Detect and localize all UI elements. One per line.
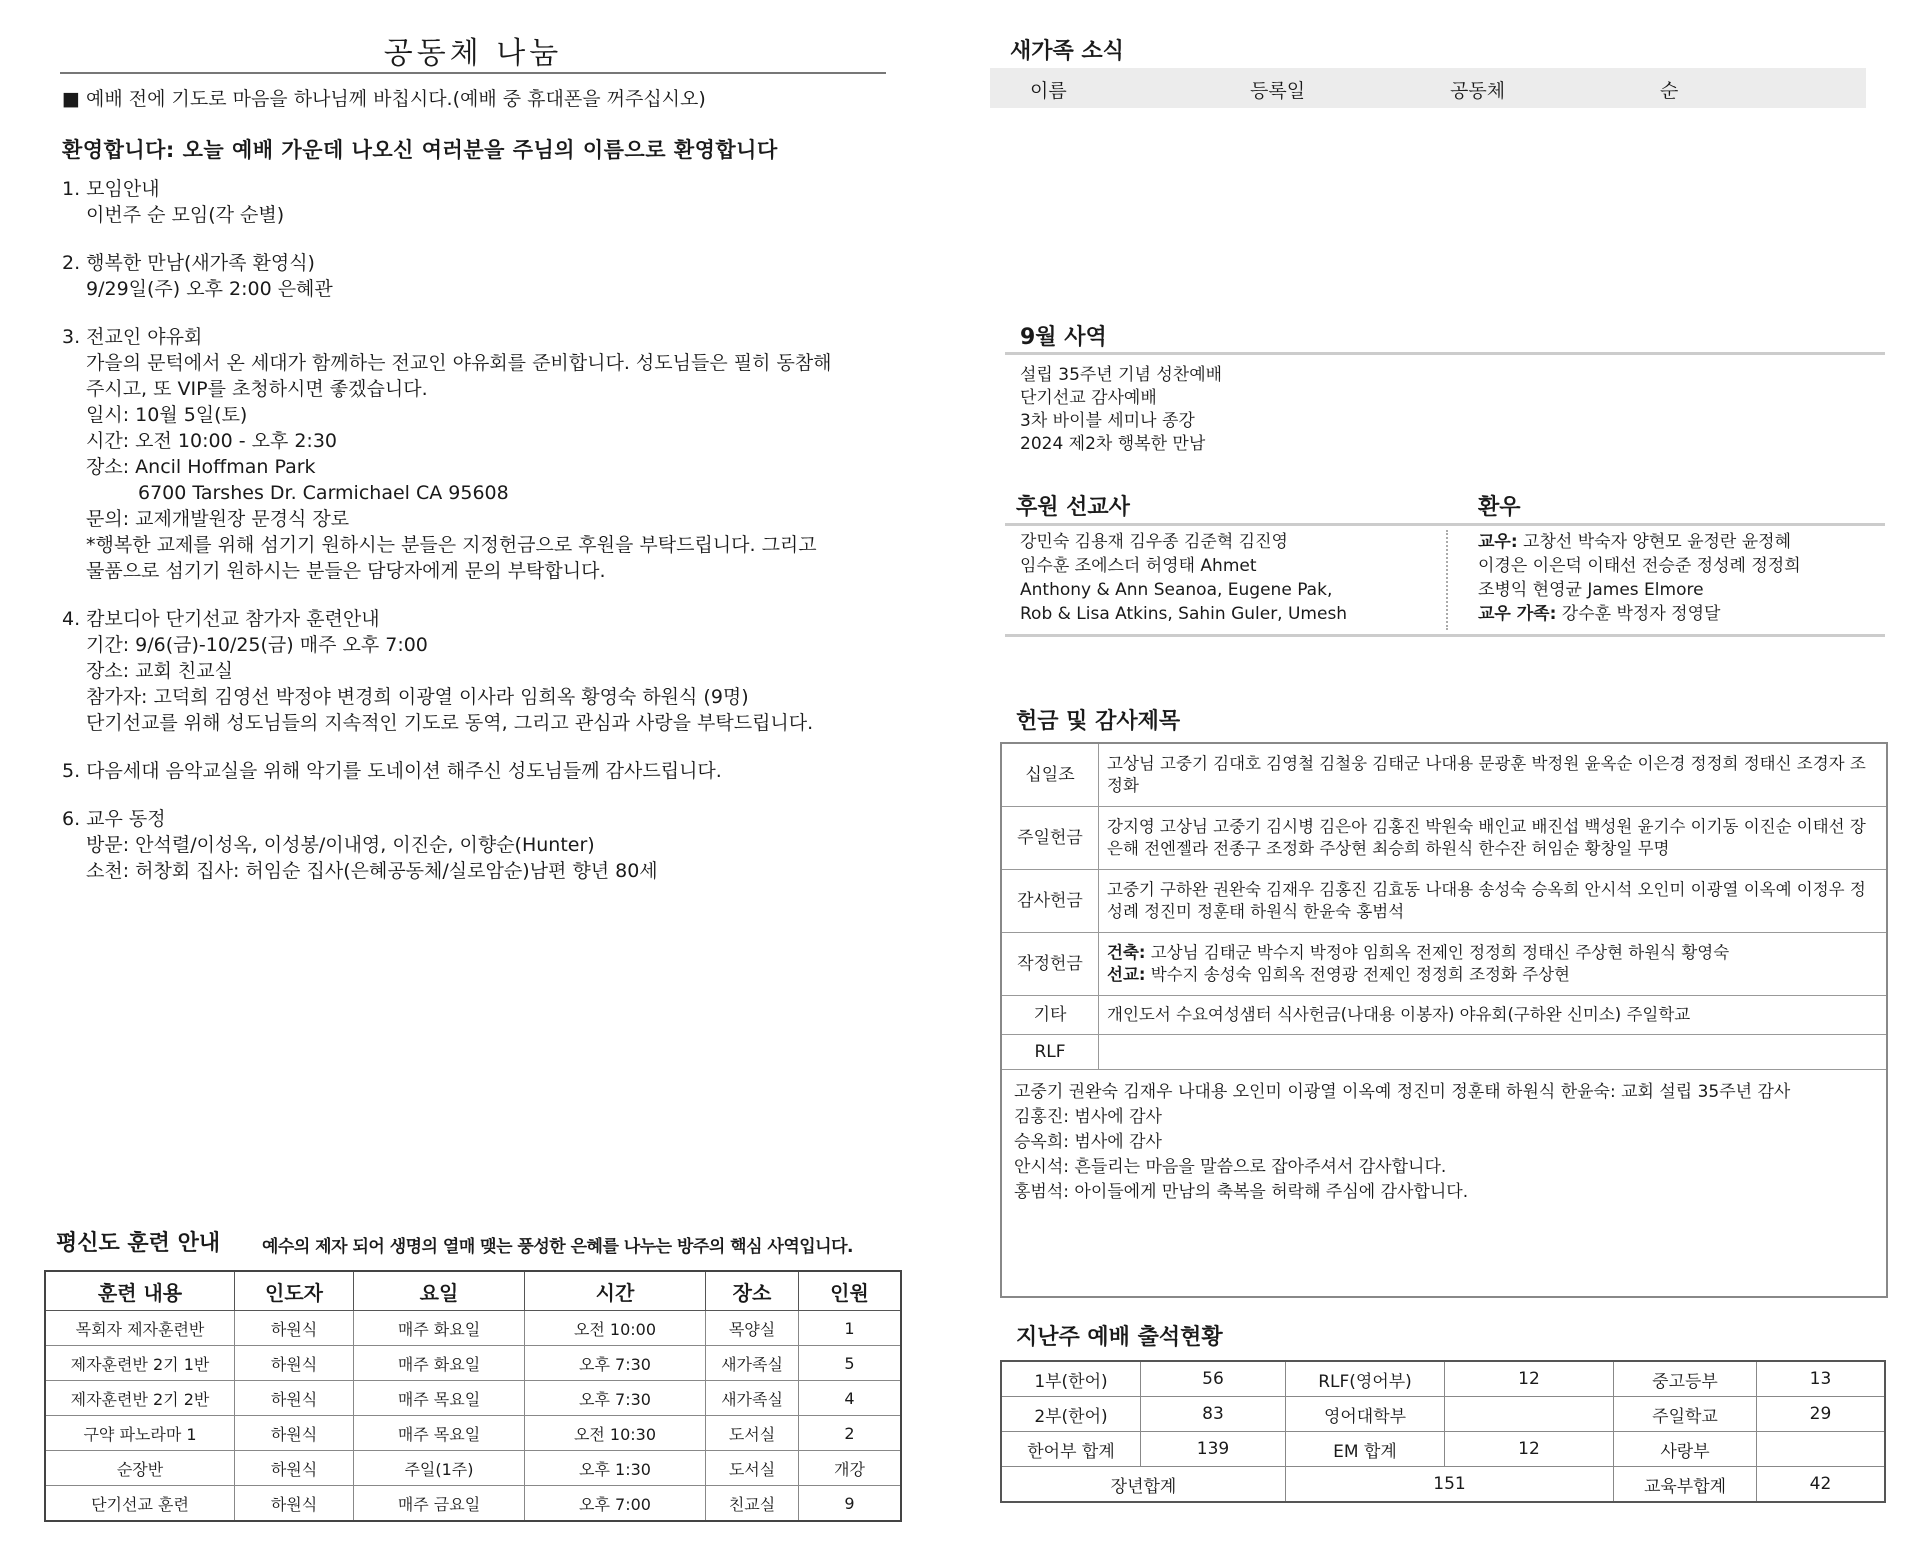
title-divider [60,72,886,74]
table-row [45,1416,901,1451]
table-cell: 오후 7:30 [525,1346,706,1381]
list-item: Anthony & Ann Seanoa, Eugene Pak, [1020,580,1333,600]
worship-notice: ■ 예배 전에 기도로 마음을 하나님께 바칩시다.(예배 중 휴대폰을 꺼주십시오) [62,88,706,110]
offering-table [1002,744,1886,1070]
table-row [1001,1397,1885,1432]
announcement-line: 기간: 9/6(금)-10/25(금) 매주 오후 7:00 [86,634,428,656]
table-row [45,1311,901,1346]
patient-label: 교우 가족: [1478,604,1557,624]
list-item: 설립 35주년 기념 성찬예배 [1020,365,1223,385]
column-header: 순 [1660,80,1679,102]
announcement-item [62,324,902,584]
table-cell: 개강 [799,1451,902,1486]
page-title: 공동체 나눔 [383,36,563,71]
announcement-line: 가을의 문턱에서 온 세대가 함께하는 전교인 야유회를 준비합니다. 성도님들은 필히 동참해 [86,352,832,374]
announcement-line: 장소: 교회 친교실 [86,660,233,682]
table-cell: 새가족실 [706,1381,799,1416]
table-cell: 1 [799,1311,902,1346]
announcement-line: 장소: Ancil Hoffman Park [86,456,316,478]
table-cell: 매주 금요일 [354,1486,525,1522]
training-table [44,1270,902,1522]
announcement-line: *행복한 교제를 위해 섬기기 원하시는 분들은 지정헌금으로 후원을 부탁드립니다. 그리고 [86,534,817,556]
column-header: 시간 [525,1271,706,1311]
table-cell: 장년합계 [1001,1467,1286,1503]
table-cell: 구약 파노라마 1 [45,1416,235,1451]
september-ministry-title: 9월 사역 [1020,325,1107,350]
table-cell: 5 [799,1346,902,1381]
table-cell: 2 [799,1416,902,1451]
column-header: 인도자 [235,1271,354,1311]
list-item: 고중기 권완숙 김재우 나대용 오인미 이광열 이옥예 정진미 정훈태 하원식 한윤숙: 교회 설립 35주년 감사 [1014,1082,1791,1102]
list-item [1478,602,1801,626]
table-cell: 오전 10:30 [525,1416,706,1451]
pledge-names: 고상님 김태군 박수지 박정야 임희옥 전제인 정정희 정태신 주상현 하원식 황영숙 [1145,943,1730,962]
table-cell: 매주 목요일 [354,1416,525,1451]
list-item: 승옥희: 범사에 감사 [1014,1132,1162,1152]
table-cell: 하원식 [235,1346,354,1381]
offering-names [1099,933,1887,996]
table-row [45,1451,901,1486]
announcement-line: 단기선교를 위해 성도님들의 지속적인 기도로 동역, 그리고 관심과 사랑을 부탁드립니다. [86,712,814,734]
list-item: 3차 바이블 세미나 종강 [1020,411,1195,431]
list-item: 김홍진: 범사에 감사 [1014,1107,1162,1127]
table-cell: 제자훈련반 2기 1반 [45,1346,235,1381]
table-cell: 매주 화요일 [354,1346,525,1381]
table-row [1001,1467,1885,1503]
offering-category: 십일조 [1002,744,1099,807]
september-ministry-list [1020,364,1222,456]
announcement-line: 일시: 10월 5일(토) [86,404,248,426]
list-item: 홍범석: 아이들에게 만남의 축복을 허락해 주심에 감사합니다. [1014,1182,1469,1202]
missionaries-title: 후원 선교사 [1016,495,1130,520]
announcement-line: 시간: 오전 10:00 - 오후 2:30 [86,430,338,452]
table-cell: 순장반 [45,1451,235,1486]
table-row [1002,744,1886,807]
patient-label: 교우: [1478,532,1518,552]
offering-title: 헌금 및 감사제목 [1016,709,1181,734]
offering-names: 고중기 구하완 권완숙 김재우 김홍진 김효동 나대용 송성숙 승옥희 안시석 오인미 이광열 이옥예 이정우 정성례 정진미 정훈태 하원식 한윤숙 홍범석 [1099,870,1887,933]
offering-names: 고상님 고중기 김대호 김영철 김철웅 김태군 나대용 문광훈 박정원 윤옥순 이은경 정정희 정태신 조경자 조정화 [1099,744,1887,807]
announcement-line: 물품으로 섬기기 원하시는 분들은 담당자에게 문의 부탁합니다. [86,560,606,582]
table-cell: 오후 1:30 [525,1451,706,1486]
announcement-heading: 6. 교우 동정 [62,808,166,830]
table-cell [1757,1432,1886,1467]
column-header: 등록일 [1250,80,1306,102]
attendance-table [1000,1360,1886,1503]
announcement-item [62,606,902,736]
list-item [1478,554,1801,578]
table-cell: 12 [1445,1361,1614,1397]
table-cell: 4 [799,1381,902,1416]
list-item: 단기선교 감사예배 [1020,388,1157,408]
section-divider [1005,634,1885,637]
offering-names [1099,1035,1887,1070]
announcement-list [62,176,902,906]
table-cell: 영어대학부 [1286,1397,1445,1432]
pledge-names: 박수지 송성숙 임희옥 전영광 전제인 정정희 조정화 주상현 [1145,965,1570,984]
column-header: 이름 [1030,80,1067,102]
list-item [1478,578,1801,602]
table-cell: 중고등부 [1614,1361,1757,1397]
address-line: 6700 Tarshes Dr. Carmichael CA 95608 [138,482,509,504]
welcome-message: 환영합니다: 오늘 예배 가운데 나오신 여러분을 주님의 이름으로 환영합니다 [62,138,778,162]
table-row [45,1486,901,1522]
announcement-heading: 4. 캄보디아 단기선교 참가자 훈련안내 [62,608,380,630]
column-header: 인원 [799,1271,902,1311]
announcement-line: 주시고, 또 VIP를 초청하시면 좋겠습니다. [86,378,428,400]
announcement-heading: 2. 행복한 만남(새가족 환영식) [62,252,315,274]
announcement-line: 방문: 안석렬/이성옥, 이성봉/이내영, 이진순, 이향순(Hunter) [86,834,595,856]
table-cell: 13 [1757,1361,1886,1397]
column-header: 장소 [706,1271,799,1311]
table-cell: 제자훈련반 2기 2반 [45,1381,235,1416]
announcement-item [62,176,902,228]
table-cell: 12 [1445,1432,1614,1467]
announcement-heading: 5. 다음세대 음악교실을 위해 악기를 도네이션 해주신 성도님들께 감사드립니다. [62,760,722,782]
offering-category: 주일헌금 [1002,807,1099,870]
table-cell: 56 [1141,1361,1286,1397]
pledge-label: 건축: [1107,943,1146,962]
pledge-line [1107,964,1878,986]
announcement-item [62,758,902,784]
table-cell: 오후 7:00 [525,1486,706,1522]
table-cell: 오후 7:30 [525,1381,706,1416]
section-divider [1005,352,1885,355]
list-item: 임수훈 조에스더 허영태 Ahmet [1020,556,1257,576]
table-row [45,1346,901,1381]
table-cell: 9 [799,1486,902,1522]
new-family-title: 새가족 소식 [1010,39,1124,64]
patient-names: 고창선 박숙자 양현모 윤정란 윤정혜 [1517,532,1792,552]
table-cell: 하원식 [235,1451,354,1486]
announcement-heading: 1. 모임안내 [62,178,160,200]
thanksgiving-notes [1002,1070,1886,1215]
table-cell: 하원식 [235,1381,354,1416]
table-cell: 목양실 [706,1311,799,1346]
table-row [1002,870,1886,933]
list-item [1478,530,1801,554]
offering-box [1000,742,1888,1298]
offering-category: 작정헌금 [1002,933,1099,996]
table-cell: 29 [1757,1397,1886,1432]
table-cell: 도서실 [706,1416,799,1451]
table-cell: RLF(영어부) [1286,1361,1445,1397]
patient-names: 이경은 이은덕 이태선 전승준 정성례 정정희 [1478,556,1801,576]
announcement-item [62,806,902,884]
table-row [1002,933,1886,996]
table-row [1001,1361,1885,1397]
table-cell: 83 [1141,1397,1286,1432]
table-row [1002,996,1886,1035]
announcement-line: 참가자: 고덕희 김영선 박정야 변경희 이광열 이사라 임희옥 황영숙 하원식 (9명) [86,686,749,708]
missionaries-list [1020,530,1347,626]
announcement-line: 소천: 허창회 집사: 허임순 집사(은혜공동체/실로암순)남편 향년 80세 [86,860,658,882]
offering-names: 개인도서 수요여성샘터 식사헌금(나대용 이봉자) 야유회(구하완 신미소) 주일학교 [1099,996,1887,1035]
offering-category: 기타 [1002,996,1099,1035]
column-divider [1446,530,1448,630]
announcement-heading: 3. 전교인 야유회 [62,326,203,348]
table-cell: 친교실 [706,1486,799,1522]
table-cell: 2부(한어) [1001,1397,1141,1432]
training-subtitle: 예수의 제자 되어 생명의 열매 맺는 풍성한 은혜를 나누는 방주의 핵심 사역입니다. [262,1237,853,1257]
list-item: 안시석: 흔들리는 마음을 말씀으로 잡아주셔서 감사합니다. [1014,1157,1447,1177]
table-cell: 1부(한어) [1001,1361,1141,1397]
table-cell: EM 합계 [1286,1432,1445,1467]
table-cell: 하원식 [235,1486,354,1522]
table-header-row [45,1271,901,1311]
patient-names: 강수훈 박정자 정영달 [1556,604,1721,624]
offering-category: 감사헌금 [1002,870,1099,933]
announcement-line: 9/29일(주) 오후 2:00 은혜관 [86,278,333,300]
table-cell: 하원식 [235,1416,354,1451]
table-cell: 오전 10:00 [525,1311,706,1346]
patients-title: 환우 [1478,495,1521,520]
attendance-title: 지난주 예배 출석현황 [1016,1325,1223,1350]
table-row [1002,807,1886,870]
announcement-line: 문의: 교제개발원장 문경식 장로 [86,508,350,530]
announcement-line: 이번주 순 모임(각 순별) [86,204,285,226]
offering-category: RLF [1002,1035,1099,1070]
column-header: 공동체 [1450,80,1506,102]
table-row [1002,1035,1886,1070]
table-cell: 단기선교 훈련 [45,1486,235,1522]
training-title: 평신도 훈련 안내 [56,1231,221,1256]
table-cell [1445,1397,1614,1432]
table-cell: 목회자 제자훈련반 [45,1311,235,1346]
table-cell: 새가족실 [706,1346,799,1381]
pledge-line [1107,942,1878,964]
list-item: 2024 제2차 행복한 만남 [1020,434,1206,454]
list-item: Rob & Lisa Atkins, Sahin Guler, Umesh [1020,604,1348,624]
new-family-header-bar [990,68,1866,108]
table-cell: 도서실 [706,1451,799,1486]
table-cell: 한어부 합계 [1001,1432,1141,1467]
section-divider [1005,523,1885,526]
column-header: 요일 [354,1271,525,1311]
list-item: 강민숙 김용재 김우종 김준혁 김진영 [1020,532,1288,552]
table-cell: 주일(1주) [354,1451,525,1486]
patient-names: 조병익 현영균 James Elmore [1478,580,1704,600]
table-cell: 139 [1141,1432,1286,1467]
table-row [45,1381,901,1416]
table-cell: 매주 목요일 [354,1381,525,1416]
table-row [1001,1432,1885,1467]
offering-names: 강지영 고상님 고중기 김시병 김은아 김홍진 박원숙 배인교 배진섭 백성원 윤기수 이기동 이진순 이태선 장은해 전엔젤라 전종구 조정화 주상현 최승희 하원식 한수잔 허임순 황창일 무명 [1099,807,1887,870]
patients-list [1478,530,1801,626]
column-header: 훈련 내용 [45,1271,235,1311]
announcement-item [62,250,902,302]
table-cell: 교육부합계 [1614,1467,1757,1503]
table-cell: 하원식 [235,1311,354,1346]
table-cell: 매주 화요일 [354,1311,525,1346]
table-cell: 사랑부 [1614,1432,1757,1467]
table-cell: 42 [1757,1467,1886,1503]
pledge-label: 선교: [1107,965,1146,984]
table-cell: 주일학교 [1614,1397,1757,1432]
table-cell: 151 [1286,1467,1614,1503]
